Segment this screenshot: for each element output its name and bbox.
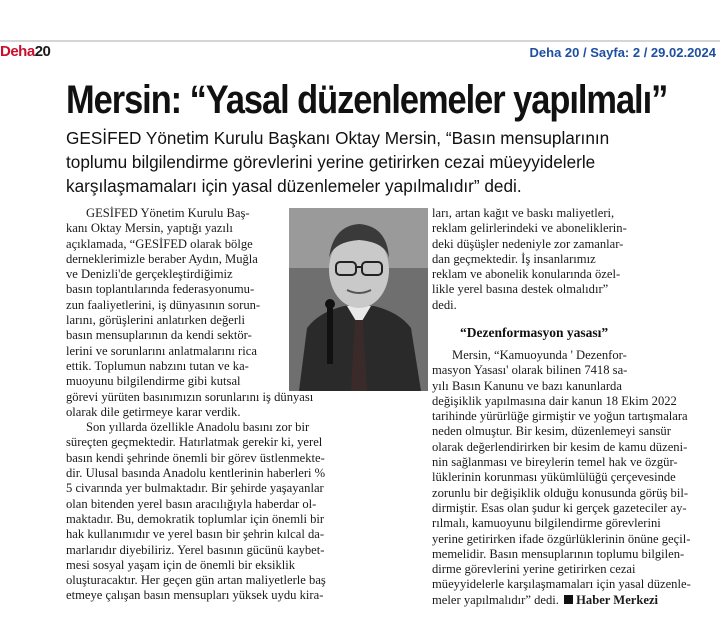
body-line: dan geçmektedir. İş insanlarımız [432, 251, 596, 266]
body-line: oluşturacaktır. Her geçen gün artan maliyetlerle baş [66, 573, 326, 588]
logo-brand: Deha [0, 43, 35, 60]
body-line: likle yerel basına destek olmalıdır” [432, 282, 609, 297]
body-line: ettik. Toplumun nabzını tutan ve ka- [66, 358, 249, 373]
body-line: Mersin, “Kamuoyunda ' Dezenfor- [452, 348, 627, 362]
publication-logo [0, 43, 50, 60]
body-line: larını, görüşlerini anlatırken değerli [66, 313, 246, 328]
byline-line [432, 593, 660, 608]
body-line: basın toplantılarında federasyonumu- [66, 282, 255, 297]
body-line: zun faaliyetlerini, iş dünyasının sorun- [66, 297, 261, 312]
article-column-2-bottom [432, 348, 691, 608]
byline-square-icon [564, 595, 573, 604]
body-line: mesi sosyal yaşam için de önemli bir eksiklik [66, 557, 296, 572]
body-line: masyon Yasası' olarak bilinen 7418 sa- [432, 363, 628, 378]
body-line: zorunlu bir değişiklik olduğu konusunda görüş bil- [432, 485, 689, 500]
body-line: kanı Oktay Mersin, yaptığı yazılı [66, 221, 233, 236]
body-line: dirme görevlerini yerine getirirken cezai [432, 562, 636, 577]
body-line: süreçten geçmektedir. Hatırlatmak gerekir ki, yerel [66, 435, 323, 450]
article-lead [66, 126, 706, 198]
article-headline: Mersin: “Yasal düzenlemeler yapılmalı” [66, 78, 668, 122]
page-info: Deha 20 / Sayfa: 2 / 29.02.2024 [529, 45, 716, 60]
byline: Haber Merkezi [576, 592, 659, 607]
body-line: lerini ve sorunlarını anlatmalarını rica [66, 343, 257, 358]
body-line: GESİFED Yönetim Kurulu Baş- [86, 206, 250, 220]
logo-number: 20 [34, 43, 51, 60]
body-line: dir. Ulusal basında Anadolu kentlerinin haberleri % [66, 466, 326, 481]
body-line: açıklamada, “GESİFED olarak bölge [66, 236, 253, 251]
body-line: etmeye çalışan basın mensupları yüksek uydu kira- [66, 588, 324, 603]
body-line: yılı Basın Kanunu ve bazı kanunlarda [432, 378, 622, 393]
body-line: basın kendi şehrinde önemli bir görev üstlenmekte- [66, 450, 325, 465]
body-line: olarak değerlendirirken bir kesim de kamu düzeni- [432, 439, 688, 454]
body-line: neden olmuştur. Bir kesim, düzenlemeyi sansür [432, 424, 671, 439]
body-line: dedi. [432, 297, 457, 312]
body-line: reklam ve abonelik konularında özel- [432, 267, 621, 282]
body-line: 5 civarında yer bulmaktadır. Bir şehirde yaşayanlar [66, 481, 324, 496]
lead-line: GESİFED Yönetim Kurulu Başkanı Oktay Mersin, “Basın mensuplarının [66, 128, 610, 148]
lead-line: karşılaşmamaları için yasal düzenlemeler yapılmalıdır” dedi. [66, 176, 522, 196]
body-line: Son yıllarda özellikle Anadolu basını zor bir [86, 420, 310, 435]
body-line: nin sağlanması ve bireylerin temel hak ve özgür- [432, 455, 678, 470]
body-line: derneklerimizle beraber Aydın, Muğla [66, 251, 258, 266]
body-line: maktadır. Bu, demokratik toplumlar için önemli bir [66, 511, 325, 526]
body-line: reklam gelirlerindeki ve aboneliklerin- [432, 221, 627, 236]
body-line: lüklerinin korunması yükümlülüğü çerçevesinde [432, 470, 676, 485]
article-column-2 [432, 206, 660, 313]
body-line: basın mensuplarının da kendi sektör- [66, 328, 252, 343]
body-line: değişiklik yapılmasına dair kanun 18 Ekim 2022 [432, 393, 677, 408]
body-line: muoyunu bilgilendirme gibi kutsal [66, 374, 241, 389]
body-line: dirmiştir. Esas olan şudur ki gerçek gazeteciler ay- [432, 500, 687, 515]
body-line: tarihinde yürürlüğe girmiştir ve yoğun tartışmalara [432, 409, 688, 424]
article-subheading: “Dezenformasyon yasası” [460, 325, 609, 340]
body-line: meler yapılmalıdır” dedi. [432, 592, 559, 607]
body-line: görevi yürüten basınımızın sorunlarını iş dünyası [66, 389, 314, 404]
body-line: yerine getirirken ifade özgürlüklerinin önüne geçil- [432, 531, 691, 546]
body-line: rılmalı, kamuoyunu bilgilendirme görevlerini [432, 516, 661, 531]
body-line: olan bitenden yerel basın aracılığıyla haberdar ol- [66, 496, 317, 511]
body-line: ve Denizli'de gerçekleştirdiğimiz [66, 267, 233, 282]
body-line: müeyyidelerle karşılaşmamaları için yasal düzenle- [432, 577, 691, 592]
body-line: ları, artan kağıt ve baskı maliyetleri, [432, 206, 615, 220]
body-line: deki düşüşler nedeniyle zor zamanlar- [432, 236, 624, 251]
body-line: hak kullanımıdır ve yerel basın bir şehrin kılcal da- [66, 527, 325, 542]
body-line: marlarıdır diyebiliriz. Yerel basının gücünü kaybet- [66, 542, 325, 557]
article-column-1 [66, 206, 352, 604]
lead-line: toplumu bilgilendirme görevlerini yerine getirirken cezai müeyyidelerle [66, 152, 596, 172]
body-line: memelidir. Basın mensuplarının toplumu bilgilen- [432, 546, 685, 561]
body-line: olarak dile getirmeye karar verdik. [66, 404, 241, 419]
